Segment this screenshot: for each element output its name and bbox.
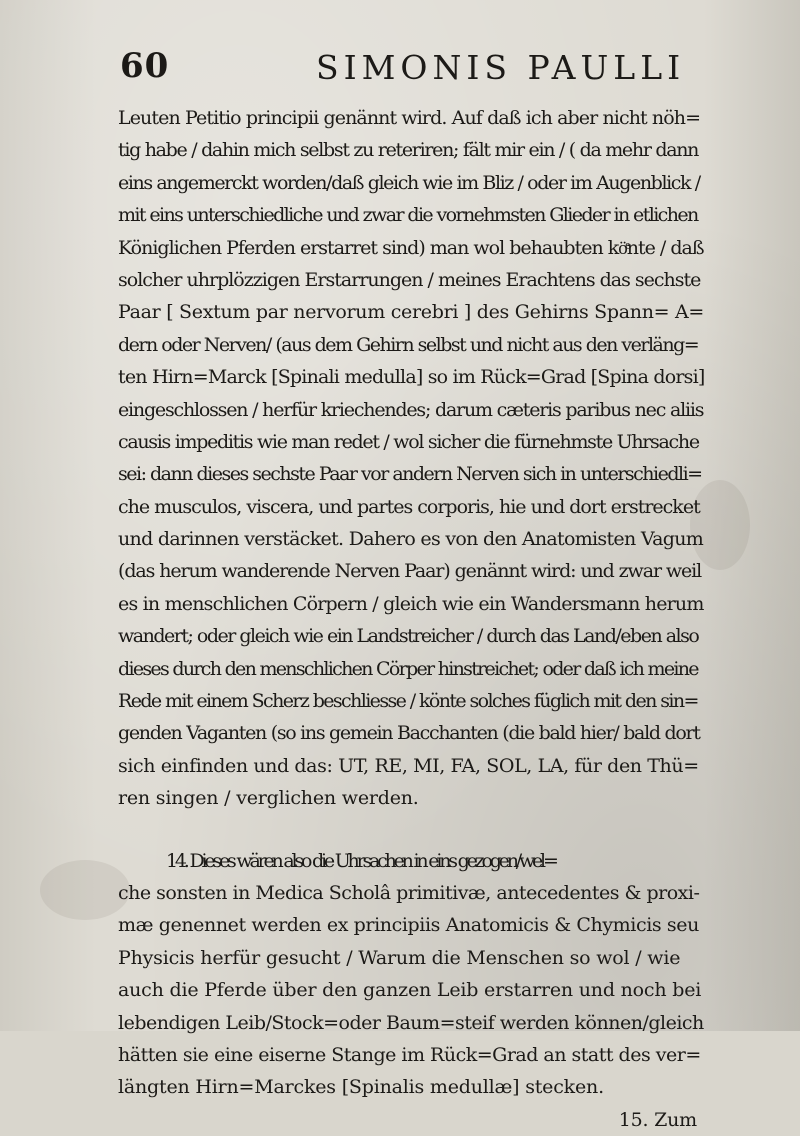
text-line: sei: dann dieses sechste Paar vor andern Nerven sich in unterschiedli= — [118, 463, 702, 486]
paragraph-gap — [118, 815, 703, 845]
text-line: che sonsten in Medica Scholâ primitivæ, antecedentes & proxi- — [118, 881, 700, 904]
text-line: Königlichen Pferden erstarret sind) man wol behaubten köͤnte / daß — [118, 236, 704, 259]
text-line: (das herum wanderende Nerven Paar) genännt wird: und zwar weil — [118, 560, 702, 583]
text-line: hätten sie eine eiserne Stange im Rück=Grad an statt des ver= — [118, 1043, 701, 1066]
text-line: mæ genennet werden ex principiis Anatomicis & Chymicis seu — [118, 914, 699, 937]
text-line: dern oder Nerven/ (aus dem Gehirn selbst und nicht aus den verläng= — [118, 333, 699, 356]
text-line: che musculos, viscera, und partes corporis, hie und dort erstrecket — [118, 495, 700, 518]
text-line: wandert; oder gleich wie ein Landstreicher / durch das Land/eben also — [118, 625, 699, 648]
page-stain — [40, 860, 130, 920]
text-line: dieses durch den menschlichen Cörper hinstreichet; oder daß ich meine — [118, 657, 698, 680]
text-line: ren singen / verglichen werden. — [118, 787, 419, 810]
text-line: lebendigen Leib/Stock=oder Baum=steif werden können/gleich — [118, 1011, 704, 1034]
text-line: causis impeditis wie man redet / wol sicher die fürnehmste Uhrsache — [118, 430, 699, 453]
text-line: solcher uhrplözzigen Erstarrungen / meines Erachtens das sechste — [118, 268, 701, 291]
text-line: genden Vaganten (so ins gemein Bacchanten (die bald hier/ bald dort — [118, 722, 700, 745]
text-line: auch die Pferde über den ganzen Leib erstarren und noch bei — [118, 979, 702, 1002]
text-line: Rede mit einem Scherz beschliesse / könte solches füglich mit den sin= — [118, 690, 698, 713]
text-line: Paar [ Sextum par nervorum cerebri ] des Gehirns Spann= A= — [118, 301, 705, 324]
page-header — [118, 44, 708, 90]
text-line: sich einfinden und das: UT, RE, MI, FA, SOL, LA, für den Thü= — [118, 754, 699, 777]
text-line: längten Hirn=Marckes [Spinalis medullæ] stecken. — [118, 1076, 604, 1099]
running-title: SIMONIS PAULLI — [316, 48, 686, 87]
page-number: 60 — [120, 46, 170, 86]
text-line: eingeschlossen / herfür kriechendes; darum cæteris paribus nec aliis — [118, 398, 704, 421]
body-text — [118, 102, 703, 1136]
text-line: tig habe / dahin mich selbst zu reteriren; fält mir ein / ( da mehr dann — [118, 139, 699, 162]
paragraph-14-first-line: 14. Dieses wären also die Uhrsachen in eins gezogen/wel= — [166, 849, 556, 872]
text-line: eins angemerckt worden/daß gleich wie im Bliz / oder im Augenblick / — [118, 171, 700, 194]
text-line: mit eins unterschiedliche und zwar die vornehmsten Glieder in etlichen — [118, 204, 698, 227]
text-line: Leuten Petitio principii genännt wird. Auf daß ich aber nicht nöh= — [118, 107, 701, 129]
text-line: es in menschlichen Cörpern / gleich wie ein Wandersmann herum — [118, 592, 704, 615]
text-line: ten Hirn=Marck [Spinali medulla] so im Rück=Grad [Spina dorsi] — [118, 366, 705, 389]
text-line: Physicis herfür gesucht / Warum die Menschen so wol / wie — [118, 946, 681, 969]
text-line: und darinnen verstäcket. Dahero es von den Anatomisten Vagum — [118, 528, 704, 551]
catchword: 15. Zum — [618, 1108, 697, 1131]
